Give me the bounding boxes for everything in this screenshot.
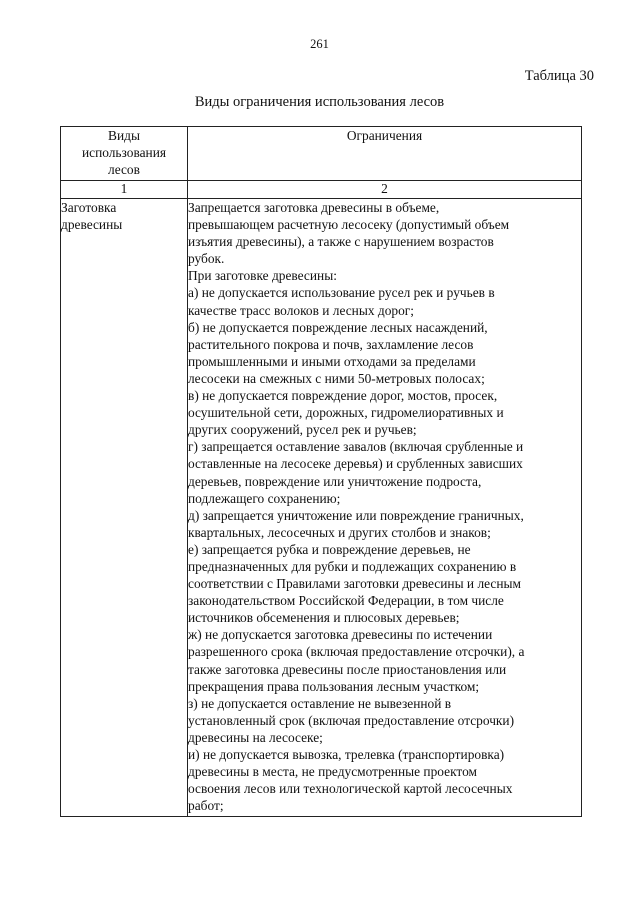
restriction-line: Запрещается заготовка древесины в объеме, <box>188 200 440 215</box>
restriction-line: древесины в места, не предусмотренные проектом <box>188 764 477 780</box>
restriction-line: других сооружений, русел рек и ручьев; <box>188 422 417 438</box>
restriction-line: предназначенных для рубки и подлежащих сохранению в <box>188 558 517 574</box>
page-number: 261 <box>310 37 329 51</box>
restriction-line: осушительной сети, дорожных, гидромелиоративных и <box>188 405 504 421</box>
column-number-1: 1 <box>61 181 188 199</box>
restriction-line: работ; <box>188 798 224 814</box>
table-caption: Таблица 30 <box>524 68 594 84</box>
restriction-line: ж) не допускается заготовка древесины по истечении <box>188 627 493 643</box>
restriction-line: изъятия древесины), а также с нарушением возрастов <box>188 234 494 250</box>
restriction-line: соответствии с Правилами заготовки древесины и лесным <box>188 576 521 592</box>
restriction-line: в) не допускается повреждение дорог, мостов, просек, <box>188 388 498 404</box>
document-title: Виды ограничения использования лесов <box>194 94 445 110</box>
restriction-line: подлежащего сохранению; <box>188 490 341 506</box>
forest-use-type-line: древесины <box>61 217 123 233</box>
restriction-line: з) не допускается оставление не вывезенной в <box>188 695 452 711</box>
restriction-text-cell <box>188 199 582 817</box>
restriction-line: а) не допускается использование русел рек и ручьев в <box>188 285 495 301</box>
restriction-line: оставленные на лесосеке деревья) и срубленных зависших <box>188 456 523 472</box>
restriction-line: промышленными и иными отходами за пределами <box>188 353 476 369</box>
restriction-line: и) не допускается вывозка, трелевка (транспортировка) <box>188 747 505 762</box>
restriction-line: е) запрещается рубка и повреждение деревьев, не <box>188 541 471 557</box>
header-line: Виды <box>108 128 140 143</box>
restriction-line: г) запрещается оставление завалов (включая срубленные и <box>188 439 524 455</box>
restriction-line: рубок. <box>188 251 225 267</box>
restriction-line: освоения лесов или технологической картой лесосечных <box>188 781 513 797</box>
restriction-line: разрешенного срока (включая предоставление отсрочки), а <box>188 644 525 660</box>
forest-use-type-line: Заготовка <box>61 200 117 215</box>
restriction-line: растительного покрова и почв, захламление лесов <box>188 336 474 352</box>
restriction-line: б) не допускается повреждение лесных насаждений, <box>188 319 488 335</box>
header-forest-use-types <box>61 127 188 181</box>
restriction-line: лесосеки на смежных с ними 50-метровых полосах; <box>188 370 485 386</box>
restriction-line: древесины на лесосеке; <box>188 729 323 745</box>
restriction-line: прекращения права пользования лесным участком; <box>188 678 480 694</box>
column-number-row <box>61 181 582 199</box>
restriction-line: квартальных, лесосечных и других столбов и знаков; <box>188 524 491 540</box>
restriction-line: качестве трасс волоков и лесных дорог; <box>188 302 414 318</box>
header-restrictions: Ограничения <box>188 127 582 181</box>
column-number-2: 2 <box>188 181 582 199</box>
restrictions-table <box>60 126 582 817</box>
header-line: использования <box>81 145 167 160</box>
header-line: лесов <box>108 162 140 177</box>
restriction-line: д) запрещается уничтожение или повреждение граничных, <box>188 507 524 523</box>
restriction-line: При заготовке древесины: <box>188 268 337 284</box>
restriction-line: превышающем расчетную лесосеку (допустимый объем <box>188 217 510 233</box>
restriction-line: установленный срок (включая предоставление отсрочки) <box>188 712 515 728</box>
table-header-row <box>61 127 582 181</box>
forest-use-type-cell <box>61 199 188 817</box>
restriction-line: источников обсеменения и плюсовых деревьев; <box>188 610 460 626</box>
restriction-line: также заготовка древесины после приостановления или <box>188 661 507 677</box>
restriction-line: деревьев, повреждение или уничтожение подроста, <box>188 473 482 489</box>
restriction-line: законодательством Российской Федерации, в том числе <box>188 593 504 609</box>
table-row <box>61 199 582 817</box>
